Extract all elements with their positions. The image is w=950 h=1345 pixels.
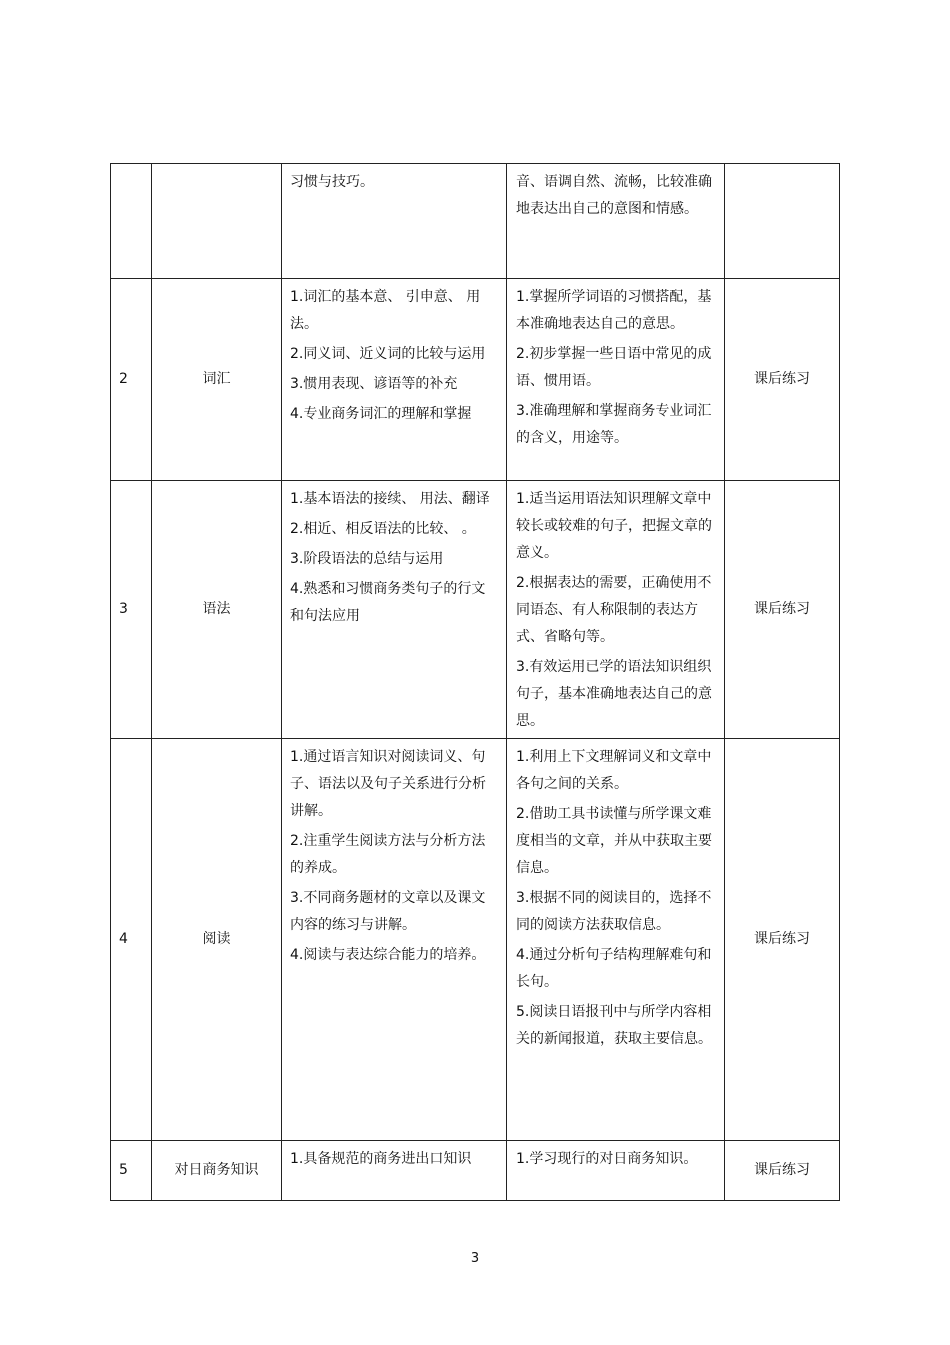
row-number bbox=[111, 164, 152, 279]
page-number: 3 bbox=[470, 1251, 480, 1266]
content-item: 1.词汇的基本意、 引申意、 用法。 bbox=[290, 289, 481, 332]
assignment: 课后练习 bbox=[725, 739, 840, 1141]
content-item: 3.阶段语法的总结与运用 bbox=[290, 551, 444, 567]
content-item: 4.专业商务词汇的理解和掌握 bbox=[290, 406, 472, 422]
syllabus-table bbox=[110, 163, 840, 1201]
goal-item: 2.借助工具书读懂与所学课文难度相当的文章，并从中获取主要信息。 bbox=[516, 806, 712, 876]
topic-name: 语法 bbox=[152, 481, 282, 739]
teaching-content bbox=[282, 1141, 507, 1201]
row-number: 2 bbox=[111, 279, 152, 481]
topic-name: 阅读 bbox=[152, 739, 282, 1141]
learning-goals bbox=[507, 1141, 725, 1201]
assignment bbox=[725, 164, 840, 279]
assignment: 课后练习 bbox=[725, 279, 840, 481]
content-item: 2.注重学生阅读方法与分析方法的养成。 bbox=[290, 833, 486, 876]
assignment: 课后练习 bbox=[725, 481, 840, 739]
goal-item: 1.学习现行的对日商务知识。 bbox=[516, 1151, 698, 1167]
teaching-content bbox=[282, 739, 507, 1141]
table-row bbox=[111, 279, 840, 481]
teaching-content bbox=[282, 481, 507, 739]
content-item: 1.基本语法的接续、 用法、翻译 bbox=[290, 491, 490, 507]
table-row bbox=[111, 1141, 840, 1201]
goal-item: 1.适当运用语法知识理解文章中较长或较难的句子，把握文章的意义。 bbox=[516, 491, 712, 561]
goal-item: 3.有效运用已学的语法知识组织句子，基本准确地表达自己的意思。 bbox=[516, 659, 712, 729]
content-item: 4.阅读与表达综合能力的培养。 bbox=[290, 947, 486, 963]
row-number: 5 bbox=[111, 1141, 152, 1201]
topic-name: 对日商务知识 bbox=[152, 1141, 282, 1201]
learning-goals bbox=[507, 164, 725, 279]
teaching-content bbox=[282, 279, 507, 481]
row-number: 3 bbox=[111, 481, 152, 739]
content-item: 习惯与技巧。 bbox=[290, 174, 374, 190]
content-item: 1.通过语言知识对阅读词义、句子、语法以及句子关系进行分析讲解。 bbox=[290, 749, 486, 819]
teaching-content bbox=[282, 164, 507, 279]
content-item: 4.熟悉和习惯商务类句子的行文和句法应用 bbox=[290, 581, 486, 624]
learning-goals bbox=[507, 739, 725, 1141]
goal-item: 3.准确理解和掌握商务专业词汇的含义，用途等。 bbox=[516, 403, 712, 446]
goal-item: 1.利用上下文理解词义和文章中各句之间的关系。 bbox=[516, 749, 712, 792]
learning-goals bbox=[507, 481, 725, 739]
content-item: 2.同义词、近义词的比较与运用 bbox=[290, 346, 486, 362]
topic-name: 词汇 bbox=[152, 279, 282, 481]
topic-name bbox=[152, 164, 282, 279]
assignment: 课后练习 bbox=[725, 1141, 840, 1201]
row-number: 4 bbox=[111, 739, 152, 1141]
content-item: 2.相近、相反语法的比较、 。 bbox=[290, 521, 476, 537]
table-row bbox=[111, 164, 840, 279]
content-item: 1.具备规范的商务进出口知识 bbox=[290, 1151, 472, 1167]
goal-item: 音、语调自然、流畅，比较准确地表达出自己的意图和情感。 bbox=[516, 174, 712, 217]
goal-item: 4.通过分析句子结构理解难句和长句。 bbox=[516, 947, 712, 990]
goal-item: 2.根据表达的需要，正确使用不同语态、有人称限制的表达方式、省略句等。 bbox=[516, 575, 712, 645]
goal-item: 5.阅读日语报刊中与所学内容相关的新闻报道，获取主要信息。 bbox=[516, 1004, 712, 1047]
table-row bbox=[111, 481, 840, 739]
content-item: 3.惯用表现、谚语等的补充 bbox=[290, 376, 458, 392]
goal-item: 3.根据不同的阅读目的，选择不同的阅读方法获取信息。 bbox=[516, 890, 712, 933]
learning-goals bbox=[507, 279, 725, 481]
table-row bbox=[111, 739, 840, 1141]
goal-item: 1.掌握所学词语的习惯搭配，基本准确地表达自己的意思。 bbox=[516, 289, 712, 332]
goal-item: 2.初步掌握一些日语中常见的成语、惯用语。 bbox=[516, 346, 712, 389]
content-item: 3.不同商务题材的文章以及课文内容的练习与讲解。 bbox=[290, 890, 486, 933]
